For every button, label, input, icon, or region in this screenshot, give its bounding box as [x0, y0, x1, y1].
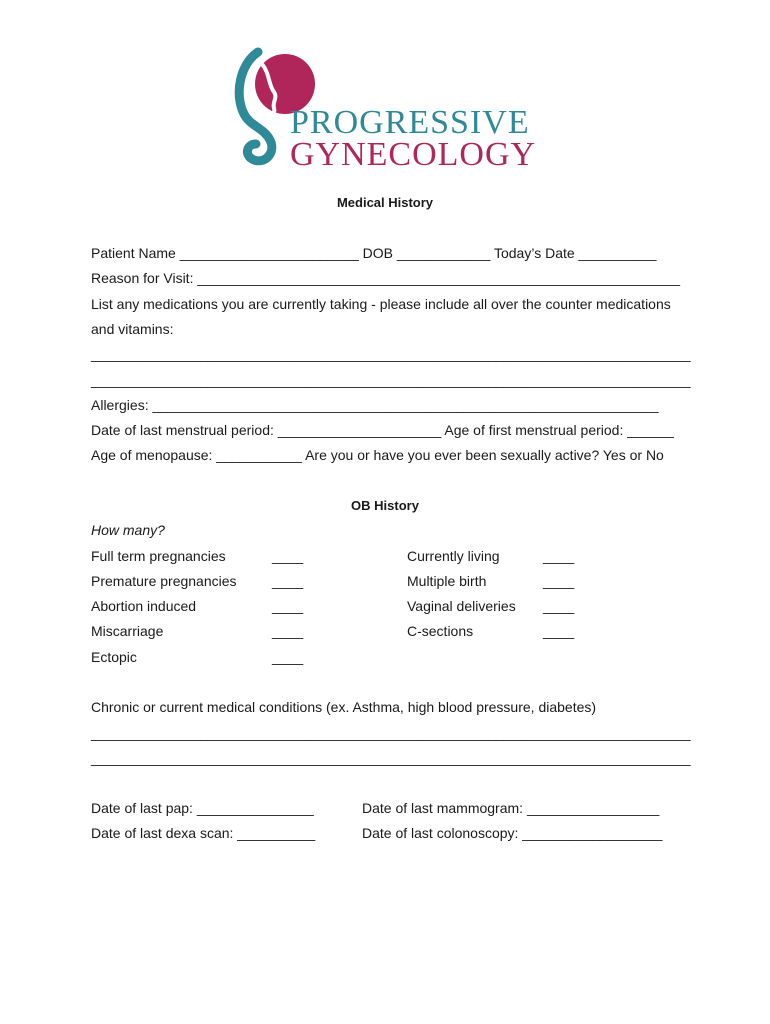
ob-right-blank-2[interactable]: ____ — [543, 598, 575, 614]
medications-prompt-line-1: List any medications you are currently taking - please include all over the counter medications — [91, 296, 671, 312]
ob-right-blank-3[interactable]: ____ — [543, 623, 575, 639]
ob-right-label-2: Vaginal deliveries — [407, 598, 516, 614]
page-title: Medical History — [336, 195, 434, 210]
logo-text-progressive: PROGRESSIVE — [290, 104, 530, 141]
ob-left-label-2: Abortion induced — [91, 598, 197, 614]
medications-prompt-line-2: and vitamins: — [91, 321, 174, 337]
chronic-conditions-blank-1[interactable]: _____________________________________________________________________________ — [91, 725, 691, 741]
ob-right-label-1: Multiple birth — [407, 573, 487, 589]
menopause-sexual-activity-line[interactable]: Age of menopause: ___________ Are you or have you ever been sexually active? Yes or No — [91, 447, 664, 463]
last-dexa-scan-line[interactable]: Date of last dexa scan: __________ — [91, 825, 316, 841]
medications-blank-2[interactable]: _____________________________________________________________________________ — [91, 372, 691, 388]
ob-left-blank-4[interactable]: ____ — [272, 649, 304, 665]
last-colonoscopy-line[interactable]: Date of last colonoscopy: __________________ — [362, 825, 663, 841]
chronic-conditions-blank-2[interactable]: _____________________________________________________________________________ — [91, 750, 691, 766]
ob-right-label-0: Currently living — [407, 548, 500, 564]
ob-left-blank-0[interactable]: ____ — [272, 548, 304, 564]
ob-right-blank-1[interactable]: ____ — [543, 573, 575, 589]
progressive-gynecology-logo — [230, 44, 550, 174]
ob-left-label-1: Premature pregnancies — [91, 573, 237, 589]
ob-left-label-0: Full term pregnancies — [91, 548, 226, 564]
allergies-line[interactable]: Allergies: _________________________________________________________________ — [91, 397, 659, 413]
ob-left-label-4: Ectopic — [91, 649, 137, 665]
ob-history-title: OB History — [351, 498, 419, 513]
ob-left-blank-2[interactable]: ____ — [272, 598, 304, 614]
ob-right-label-3: C-sections — [407, 623, 474, 639]
ob-left-label-3: Miscarriage — [91, 623, 164, 639]
patient-name-dob-date-line[interactable]: Patient Name _______________________ DOB ____________ Today’s Date __________ — [91, 245, 657, 261]
ob-left-blank-1[interactable]: ____ — [272, 573, 304, 589]
medications-blank-1[interactable]: _____________________________________________________________________________ — [91, 346, 691, 362]
how-many-label: How many? — [91, 522, 165, 538]
ob-left-blank-3[interactable]: ____ — [272, 623, 304, 639]
ob-right-blank-0[interactable]: ____ — [543, 548, 575, 564]
logo-text-gynecology: GYNECOLOGY — [290, 136, 537, 173]
last-pap-line[interactable]: Date of last pap: _______________ — [91, 800, 314, 816]
reason-for-visit-line[interactable]: Reason for Visit: ______________________________________________________________ — [91, 270, 681, 286]
chronic-conditions-label: Chronic or current medical conditions (ex. Asthma, high blood pressure, diabetes) — [91, 699, 597, 715]
menstrual-period-line[interactable]: Date of last menstrual period: _____________________ Age of first menstrual period: ______ — [91, 422, 674, 438]
last-mammogram-line[interactable]: Date of last mammogram: _________________ — [362, 800, 660, 816]
